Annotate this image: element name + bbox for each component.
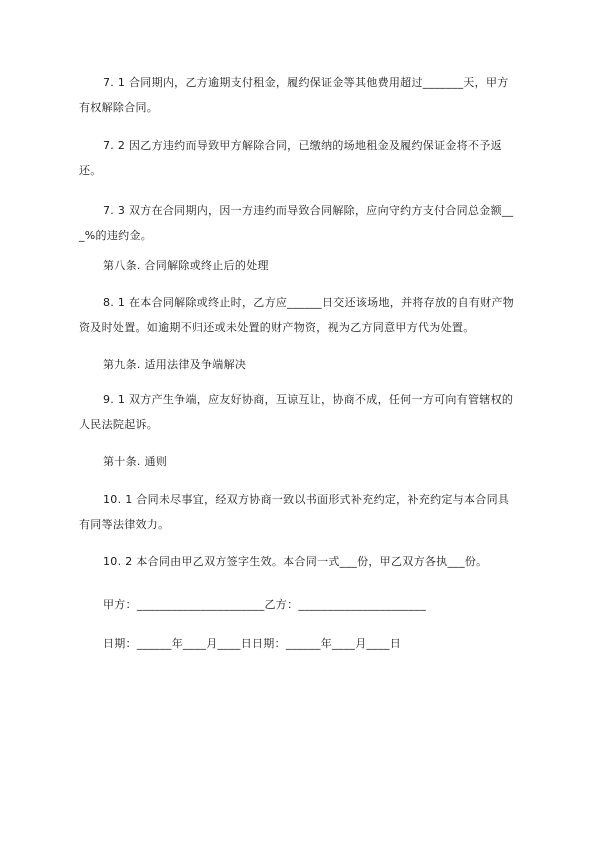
clause-10-2: 10. 2 本合同由甲乙双方签字生效。本合同一式___份，甲乙双方各执___份。 <box>103 555 488 568</box>
heading-article-10: 第十条. 通则 <box>103 455 168 468</box>
heading-article-9: 第九条. 适用法律及争端解决 <box>103 358 247 371</box>
date-line: 日期：______年____月____日日期：______年____月____日 <box>103 637 401 650</box>
clause-9-1: 9. 1 双方产生争端，应友好协商，互谅互让，协商不成，任何一方可向有管辖权的人民法院起诉。 <box>79 393 514 431</box>
signature-line: 甲方：______________________乙方：______________________ <box>103 598 426 611</box>
clause-10-1: 10. 1 合同未尽事宜，经双方协商一致以书面形式补充约定，补充约定与本合同具有同等法律效力。 <box>79 493 510 531</box>
clause-7-1: 7. 1 合同期内，乙方逾期支付租金，履约保证金等其他费用超过_______天，甲方有权解除合同。 <box>79 76 509 114</box>
clause-8-1: 8. 1 在本合同解除或终止时，乙方应______日交还该场地，并将存放的自有财产物资及时处置。如逾期不归还或未处置的财产物资，视为乙方同意甲方代为处置。 <box>79 296 515 334</box>
heading-article-8: 第八条. 合同解除或终止后的处理 <box>103 259 269 272</box>
clause-7-3: 7. 3 双方在合同期内，因一方违约而导致合同解除，应向守约方支付合同总金额___%的违约金。 <box>79 204 514 242</box>
clause-7-2: 7. 2 因乙方违约而导致甲方解除合同，已缴纳的场地租金及履约保证金将不予返还。 <box>79 139 502 177</box>
